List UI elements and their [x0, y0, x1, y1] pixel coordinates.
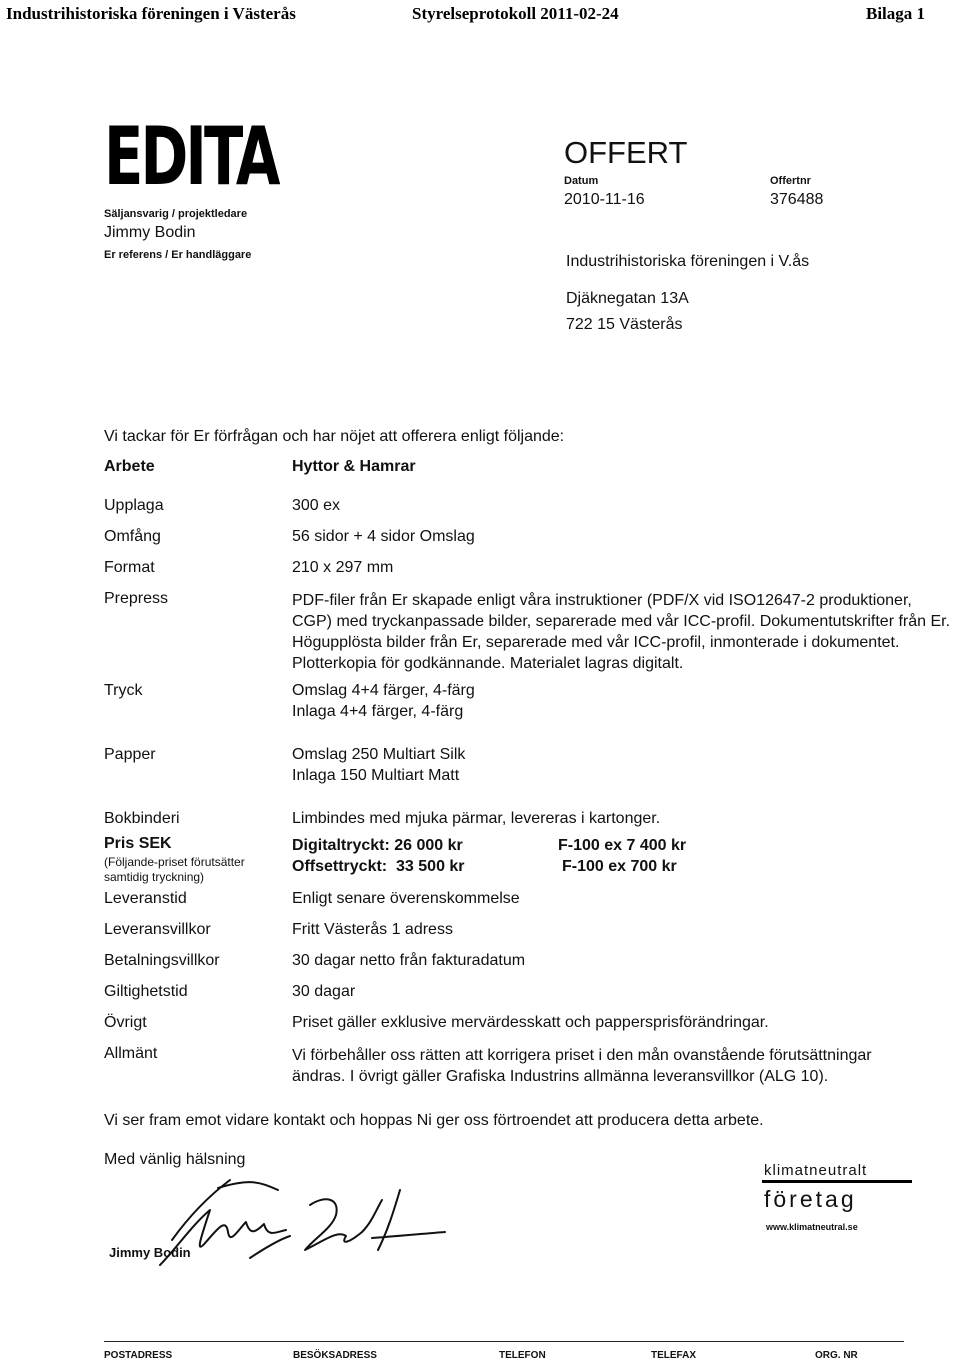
tryck-line-1: Omslag 4+4 färger, 4-färg [292, 682, 475, 699]
badge-line-1: klimatneutralt [764, 1162, 868, 1179]
edita-logo: EDITA [104, 110, 278, 203]
allmant-label: Allmänt [104, 1045, 158, 1062]
bokbinderi-value: Limbindes med mjuka pärmar, levereras i kartonger. [292, 810, 661, 827]
pris-digital-extra: F-100 ex 7 400 kr [558, 837, 687, 854]
header-org: Industrihistoriska föreningen i Västerås [6, 4, 296, 23]
papper-line-2: Inlaga 150 Multiart Matt [292, 767, 460, 784]
format-value: 210 x 297 mm [292, 559, 394, 576]
pris-offset-extra: F-100 ex 700 kr [562, 858, 677, 875]
betalningsvillkor-value: 30 dagar netto från fakturadatum [292, 952, 526, 969]
offer-title: OFFERT [564, 135, 688, 170]
footer-divider [104, 1341, 904, 1342]
recipient-street: Djäknegatan 13A [566, 290, 689, 307]
pris-note: (Följande-priset förutsätter samtidig tryckning) [104, 855, 245, 884]
footer-org: ORG. NR [815, 1350, 858, 1361]
tryck-line-2: Inlaga 4+4 färger, 4-färg [292, 703, 464, 720]
greeting: Med vänlig hälsning [104, 1151, 246, 1168]
recipient-city: 722 15 Västerås [566, 316, 683, 333]
tryck-label: Tryck [104, 682, 143, 699]
badge-url: www.klimatneutral.se [766, 1222, 858, 1232]
prepress-text: PDF-filer från Er skapade enligt våra instruktioner (PDF/X vid ISO12647-2 produktioner, CGP) med tryckanpassade bilder, separerade med vår ICC-profil. Dokumentutskrifter från Er. Högupplösta bilder från Er, separerade med vår ICC-profil, inmonterade i dokumentet. Plotterkopia för godkännande. Materialet lagras digitalt. [292, 592, 951, 672]
pris-label: Pris SEK [104, 835, 172, 852]
allmant-text: Vi förbehåller oss rätten att korrigera priset i den mån ovanstående förutsättningar ändras. I övrigt gäller Grafiska Industrins allmänna leveransvillkor (ALG 10). [292, 1047, 872, 1085]
arbete-value: Hyttor & Hamrar [292, 458, 416, 475]
leveranstid-label: Leveranstid [104, 890, 187, 907]
intro-text: Vi tackar för Er förfrågan och har nöjet att offerera enligt följande: [104, 428, 565, 445]
footer-post: POSTADRESS [104, 1350, 173, 1361]
format-label: Format [104, 559, 155, 576]
pris-digital: Digitaltryckt: 26 000 kr [292, 837, 463, 854]
upplaga-label: Upplaga [104, 497, 164, 514]
betalningsvillkor-label: Betalningsvillkor [104, 952, 220, 969]
giltighetstid-value: 30 dagar [292, 983, 356, 1000]
pris-offset: Offsettryckt: 33 500 kr [292, 858, 465, 875]
footer-fax: TELEFAX [651, 1350, 697, 1361]
badge-rule [762, 1180, 912, 1183]
upplaga-value: 300 ex [292, 497, 341, 514]
leveranstid-value: Enligt senare överenskommelse [292, 890, 520, 907]
handwritten-signature [100, 1170, 460, 1280]
header-doc: Styrelseprotokoll 2011-02-24 [412, 4, 619, 23]
number-label: Offertnr [770, 175, 811, 187]
papper-line-1: Omslag 250 Multiart Silk [292, 746, 466, 763]
date-label: Datum [564, 175, 599, 187]
header-attachment: Bilaga 1 [866, 4, 926, 23]
signature-name: Jimmy Bodin [109, 1245, 191, 1260]
contact-name: Jimmy Bodin [104, 224, 196, 241]
prepress-label: Prepress [104, 590, 169, 607]
ovrigt-value: Priset gäller exklusive mervärdesskatt och pappersprisförändringar. [292, 1014, 769, 1031]
ovrigt-label: Övrigt [104, 1014, 147, 1031]
leveransvillkor-label: Leveransvillkor [104, 921, 211, 938]
bokbinderi-label: Bokbinderi [104, 810, 180, 827]
role-label: Säljansvarig / projektledare [104, 208, 248, 220]
ref-label: Er referens / Er handläggare [104, 249, 252, 261]
arbete-label: Arbete [104, 458, 155, 475]
footer-visit: BESÖKSADRESS [293, 1350, 377, 1361]
leveransvillkor-value: Fritt Västerås 1 adress [292, 921, 453, 938]
omfang-label: Omfång [104, 528, 161, 545]
giltighetstid-label: Giltighetstid [104, 983, 188, 1000]
badge-line-2: företag [764, 1186, 857, 1212]
footer-phone: TELEFON [499, 1350, 546, 1361]
recipient-name: Industrihistoriska föreningen i V.ås [566, 253, 810, 270]
papper-label: Papper [104, 746, 156, 763]
offer-number: 376488 [770, 191, 824, 208]
offer-date: 2010-11-16 [564, 191, 645, 208]
omfang-value: 56 sidor + 4 sidor Omslag [292, 528, 475, 545]
closing-text: Vi ser fram emot vidare kontakt och hoppas Ni ger oss förtroendet att producera detta arbete. [104, 1112, 764, 1129]
